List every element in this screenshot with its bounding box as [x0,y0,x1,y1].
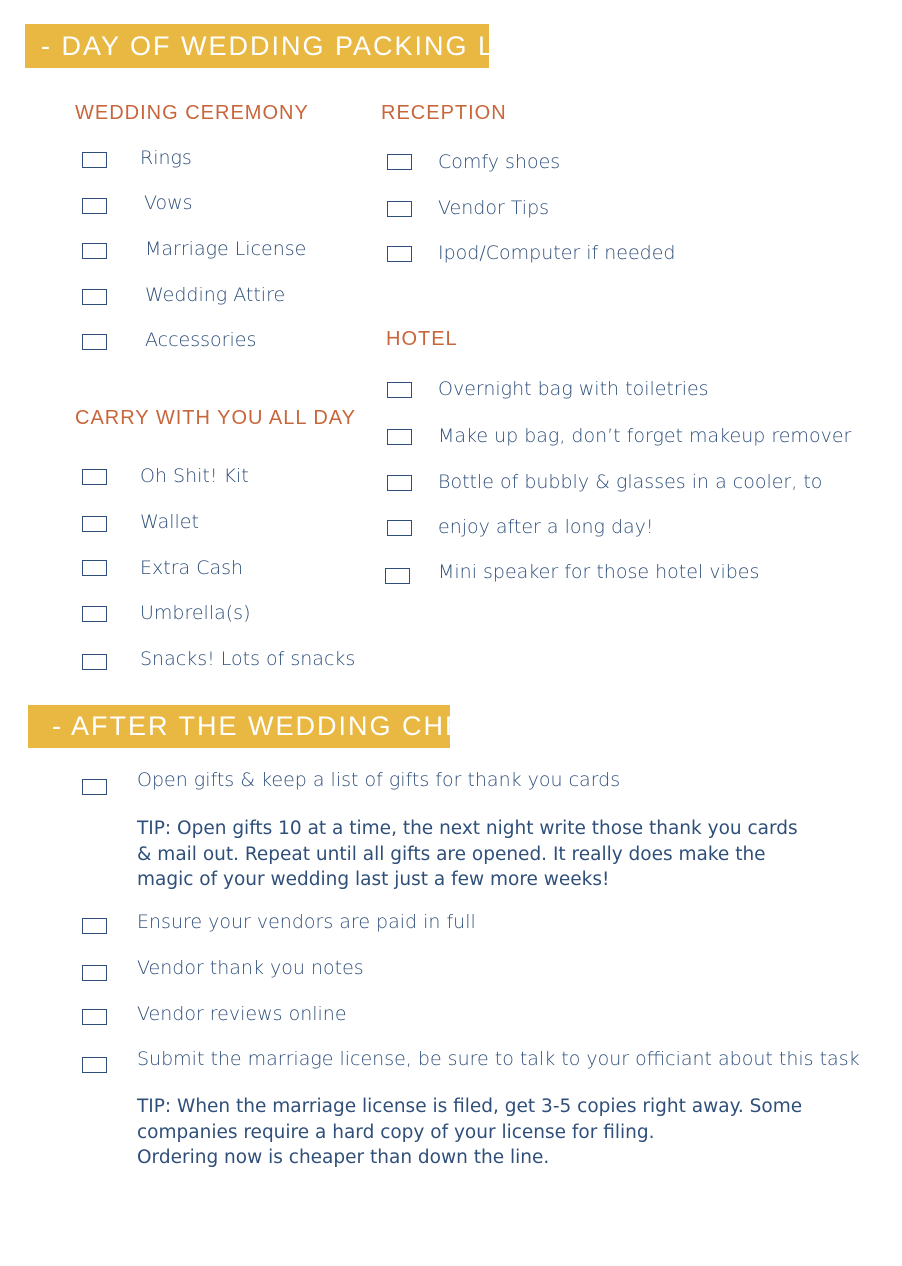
checkbox-overnight-bag[interactable] [387,382,412,398]
item-label-rings: Rings [140,147,192,169]
checkbox-oh-shit-kit[interactable] [82,469,107,485]
checkbox-mini-speaker[interactable] [385,568,410,584]
checkbox-make-up-bag[interactable] [387,429,412,445]
item-label-comfy-shoes: Comfy shoes [438,151,561,173]
checkbox-bottle-of-bubbly[interactable] [387,475,412,491]
checkbox-wallet[interactable] [82,516,107,532]
item-label-umbrella: Umbrella(s) [140,602,251,624]
tip-license-line-1: TIP: When the marriage license is filed, get 3-5 copies right away. Some [137,1096,803,1117]
checkbox-ipod-computer[interactable] [387,246,412,262]
ceremony-section-title: WEDDING CEREMONY [75,102,309,124]
checkbox-snacks[interactable] [82,654,107,670]
checkbox-umbrella[interactable] [82,606,107,622]
item-label-wedding-attire: Wedding Attire [145,284,286,306]
checkbox-open-gifts[interactable] [82,779,107,795]
after-wedding-title: - AFTER THE WEDDING CHECKLIST - [52,711,592,741]
checkbox-vendor-thank-you[interactable] [82,965,107,981]
item-label-vows: Vows [144,192,193,214]
checkbox-vendor-reviews[interactable] [82,1009,107,1025]
item-label-oh-shit-kit: Oh Shit! Kit [140,465,249,487]
checkbox-vows[interactable] [82,198,107,214]
tip-open-gifts-line-1: TIP: Open gifts 10 at a time, the next night write those thank you cards [137,818,798,839]
checkbox-submit-license[interactable] [82,1057,107,1073]
tip-marriage-license [137,1094,877,1171]
item-label-vendors-paid: Ensure your vendors are paid in full [137,911,476,933]
checkbox-enjoy-after[interactable] [387,520,412,536]
checkbox-vendor-tips[interactable] [387,201,412,217]
item-label-extra-cash: Extra Cash [140,557,244,579]
carry-section-title: CARRY WITH YOU ALL DAY [75,407,356,429]
item-label-vendor-tips: Vendor Tips [438,197,550,219]
tip-open-gifts-line-2: & mail out. Repeat until all gifts are opened. It really does make the [137,843,766,865]
tip-license-line-2: companies require a hard copy of your license for filing. [137,1121,655,1143]
checkbox-comfy-shoes[interactable] [387,154,412,170]
checkbox-marriage-license[interactable] [82,243,107,259]
item-label-open-gifts: Open gifts & keep a list of gifts for thank you cards [137,769,621,791]
checkbox-extra-cash[interactable] [82,560,107,576]
packing-list-banner [25,24,564,68]
item-label-snacks: Snacks! Lots of snacks [140,648,356,670]
item-label-submit-license: Submit the marriage license, be sure to talk to your officiant about this task [137,1048,860,1070]
item-label-marriage-license: Marriage License [145,238,307,260]
item-label-accessories: Accessories [145,329,257,351]
item-label-wallet: Wallet [140,511,199,533]
item-label-mini-speaker: Mini speaker for those hotel vibes [438,561,760,583]
item-label-vendor-thank-you: Vendor thank you notes [137,957,364,979]
item-label-make-up-bag: Make up bag, don’t forget makeup remover [438,425,852,447]
tip-open-gifts-line-3: magic of your wedding last just a few more weeks! [137,869,610,890]
checkbox-accessories[interactable] [82,334,107,350]
hotel-section-title: HOTEL [386,328,458,350]
checkbox-vendors-paid[interactable] [82,918,107,934]
item-label-ipod-computer: Ipod/Computer if needed [438,242,676,264]
item-label-bottle-of-bubbly: Bottle of bubbly & glasses in a cooler, to [438,471,823,493]
checkbox-wedding-attire[interactable] [82,289,107,305]
item-label-overnight-bag: Overnight bag with toiletries [438,378,709,400]
checkbox-rings[interactable] [82,152,107,168]
tip-open-gifts [137,816,877,893]
reception-section-title: RECEPTION [381,102,507,124]
packing-list-title: - DAY OF WEDDING PACKING LIST - [41,30,564,61]
after-wedding-banner [28,705,592,748]
tip-license-line-3: Ordering now is cheaper than down the line. [137,1147,550,1168]
item-label-vendor-reviews: Vendor reviews online [137,1003,347,1025]
item-label-enjoy-after: enjoy after a long day! [438,516,654,538]
